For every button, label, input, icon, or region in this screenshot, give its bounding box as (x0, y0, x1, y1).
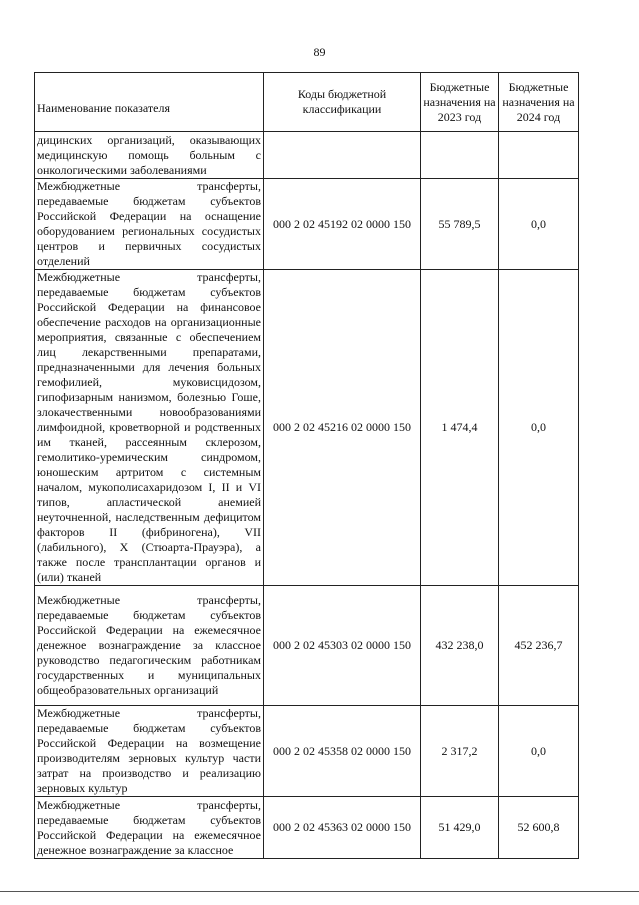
row-name: Межбюджетные трансферты, передаваемые бюджетам субъектов Российской Федерации на ежемесячное денежное вознаграждение за классное руководство педагогическим работникам государственных и муниципальных общеобразовательных организаций (35, 586, 264, 706)
page-number: 89 (313, 45, 326, 59)
table-row (35, 706, 579, 797)
table-row (35, 179, 579, 270)
header-2023: Бюджетные назначения на 2023 год (421, 73, 499, 132)
table-row (35, 270, 579, 586)
row-code: 000 2 02 45303 02 0000 150 (264, 586, 421, 706)
row-name: Межбюджетные трансферты, передаваемые бюджетам субъектов Российской Федерации на возмещение производителям зерновых культур части затрат на производство и реализацию зерновых культур (35, 706, 264, 797)
row-code: 000 2 02 45358 02 0000 150 (264, 706, 421, 797)
row-2024: 0,0 (499, 706, 579, 797)
header-code: Коды бюджетной классификации (264, 73, 421, 132)
row-code: 000 2 02 45363 02 0000 150 (264, 797, 421, 859)
row-name: дицинских организаций, оказывающих медицинскую помощь больным с онкологическими заболеваниями (35, 132, 264, 179)
row-code (264, 132, 421, 179)
row-2023: 55 789,5 (421, 179, 499, 270)
table-row (35, 132, 579, 179)
row-2023: 2 317,2 (421, 706, 499, 797)
budget-table (34, 72, 579, 859)
row-2023: 1 474,4 (421, 270, 499, 586)
row-2023: 432 238,0 (421, 586, 499, 706)
table-row (35, 797, 579, 859)
row-2024: 0,0 (499, 270, 579, 586)
header-name: Наименование показателя (35, 73, 264, 132)
row-2024: 0,0 (499, 179, 579, 270)
header-2024: Бюджетные назначения на 2024 год (499, 73, 579, 132)
page-bottom-rule (0, 891, 639, 892)
row-code: 000 2 02 45192 02 0000 150 (264, 179, 421, 270)
row-2024 (499, 132, 579, 179)
row-2024: 452 236,7 (499, 586, 579, 706)
row-code: 000 2 02 45216 02 0000 150 (264, 270, 421, 586)
table-row (35, 586, 579, 706)
row-2023 (421, 132, 499, 179)
row-name: Межбюджетные трансферты, передаваемые бюджетам субъектов Российской Федерации на финансовое обеспечение расходов на организационные мероприятия, связанные с обеспечением лиц лекарственными препаратами, предназначенными для лечения больных гемофилией, муковисцидозом, гипофизарным нанизмом, болезнью Гоше, злокачественными новообразованиями лимфоидной, кроветворной и родственных им тканей, рассеянным склерозом, гемолитико-уремическим синдромом, юношеским артритом с системным началом, мукополисахаридозом I, II и VI типов, апластической анемией неуточненной, наследственным дефицитом факторов II (фибриногена), VII (лабильного), X (Стюарта-Прауэра), а также после трансплантации органов и (или) тканей (35, 270, 264, 586)
row-2023: 51 429,0 (421, 797, 499, 859)
row-name: Межбюджетные трансферты, передаваемые бюджетам субъектов Российской Федерации на ежемесячное денежное вознаграждение за классное (35, 797, 264, 859)
row-name: Межбюджетные трансферты, передаваемые бюджетам субъектов Российской Федерации на оснащение оборудованием региональных сосудистых центров и первичных сосудистых отделений (35, 179, 264, 270)
row-2024: 52 600,8 (499, 797, 579, 859)
table-header-row (35, 73, 579, 132)
